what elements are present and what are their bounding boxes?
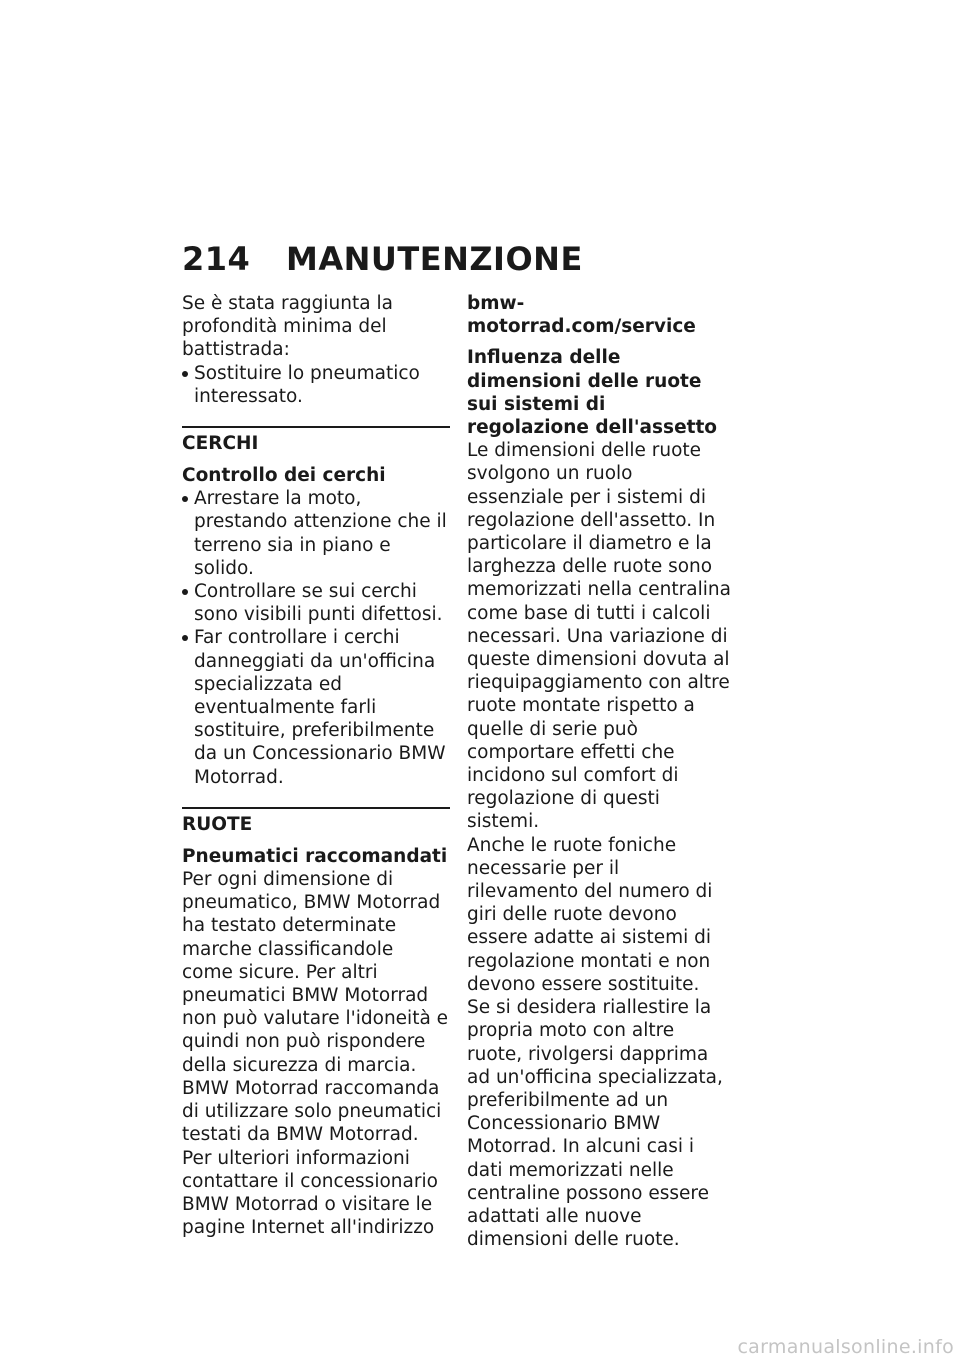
chapter-title: MANUTENZIONE (286, 240, 583, 278)
intro-text: Se è stata raggiunta la profondità minima del battistrada: (182, 293, 393, 361)
list-item: Controllare se sui cerchi sono visibili punti difettosi. (182, 580, 450, 626)
watermark: carmanualsonline.info (737, 1336, 954, 1358)
paragraph: Anche le ruote foniche necessarie per il rilevamento del numero di giri delle ruote devono essere adatte ai sistemi di regolazione montati e non devono essere sostituite. (467, 834, 713, 995)
page-header (182, 240, 583, 278)
paragraph: Le dimensioni delle ruote svolgono un ruolo essenziale per i sistemi di regolazione dell'assetto. In particolare il diametro e la larghezza delle ruote sono memorizzati nella centralina come base di tutti i calcoli necessari. Una variazione di queste dimensioni dovuta al riequipaggiamento con altre ruote montate rispetto a quelle di serie può comportare effetti che incidono sul comfort di regolazione di questi sistemi. (467, 440, 731, 833)
intro-bullet-list (182, 362, 450, 408)
service-url: bmw-motorrad.com/service (467, 293, 696, 338)
paragraph: Per ulteriori informazioni contattare il concessionario BMW Motorrad o visitare le pagine Internet all'indirizzo (182, 1147, 438, 1239)
paragraph: Se si desidera riallestire la propria moto con altre ruote, rivolgersi dapprima ad un'officina specializzata, preferibilmente ad un Concessionario BMW Motorrad. In alcuni casi i dati memorizzati nelle centraline possono essere adattati alle nuove dimensioni delle ruote. (467, 997, 723, 1251)
left-column (182, 292, 450, 1239)
subheading-controllo-cerchi: Controllo dei cerchi (182, 465, 386, 487)
page-number: 214 (182, 240, 251, 278)
paragraph: BMW Motorrad raccomanda di utilizzare solo pneumatici testati da BMW Motorrad. (182, 1077, 442, 1146)
paragraph: Per ogni dimensione di pneumatico, BMW Motorrad ha testato determinate marche classificandole come sicure. Per altri pneumatici BMW Motorrad non può valutare l'idoneità e quindi non può rispondere della sicurezza di marcia. (182, 869, 449, 1076)
section-cerchi (182, 426, 450, 789)
subheading-influenza-dimensioni: Influenza delle dimensioni delle ruote sui sistemi di regolazione dell'assetto (467, 347, 718, 439)
cerchi-bullet-list (182, 487, 450, 789)
list-item: Far controllare i cerchi danneggiati da un'officina specializzata ed eventualmente farli sostituire, preferibilmente da un Concessionario BMW Motorrad. (182, 626, 450, 788)
right-column (467, 292, 733, 1251)
list-item: Arrestare la moto, prestando attenzione che il terreno sia in piano e solido. (182, 487, 450, 580)
section-title-cerchi: CERCHI (182, 433, 259, 455)
list-item: Sostituire lo pneumatico interessato. (182, 362, 450, 408)
section-title-ruote: RUOTE (182, 813, 253, 835)
subheading-pneumatici-raccomandati: Pneumatici raccomandati (182, 845, 448, 867)
section-ruote (182, 807, 450, 1239)
